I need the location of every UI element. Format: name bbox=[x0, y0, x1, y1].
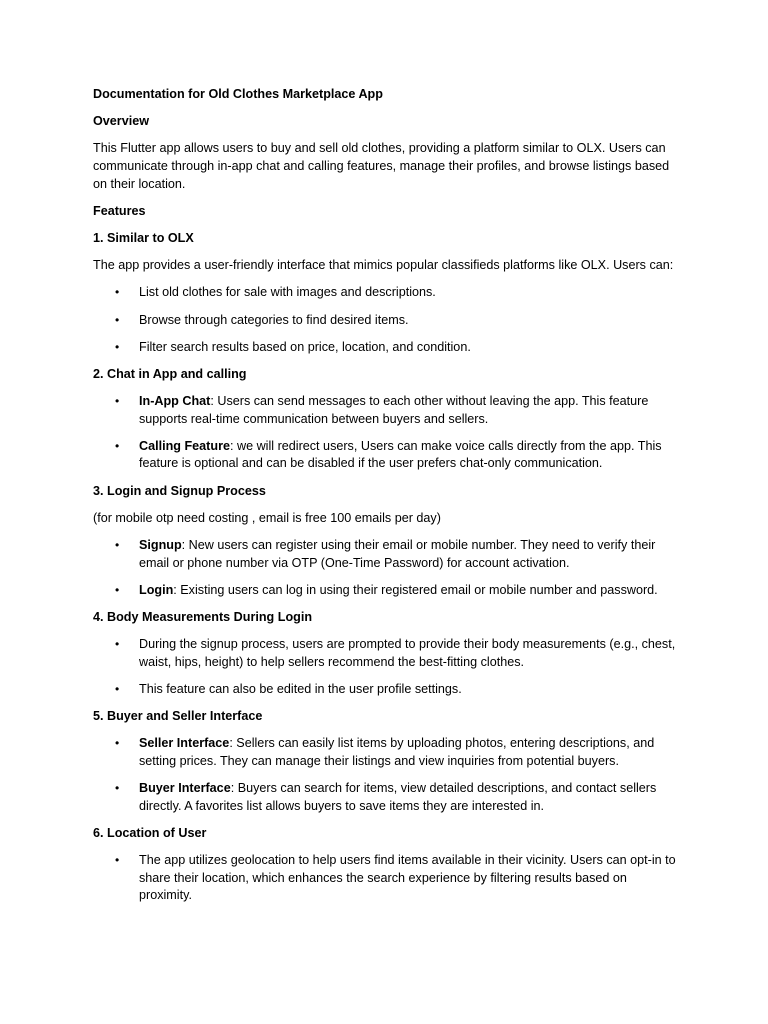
bullet-icon: • bbox=[115, 637, 120, 652]
list-item bbox=[93, 537, 683, 572]
bullet-icon: • bbox=[115, 339, 120, 354]
list-item bbox=[93, 393, 683, 428]
bullet-icon: • bbox=[115, 394, 120, 409]
bullet-icon: • bbox=[115, 736, 120, 751]
bullet-icon: • bbox=[115, 853, 120, 868]
section-1-intro: The app provides a user-friendly interface that mimics popular classifieds platforms like OLX. Users can: bbox=[93, 258, 674, 273]
section-3-heading: 3. Login and Signup Process bbox=[93, 483, 266, 498]
list-item-text: : Existing users can log in using their registered email or mobile number and password. bbox=[173, 582, 658, 597]
list-item-text: List old clothes for sale with images and descriptions. bbox=[139, 285, 436, 300]
list-item bbox=[93, 582, 683, 600]
section-2-list bbox=[93, 393, 683, 473]
bullet-icon: • bbox=[115, 538, 120, 552]
list-item bbox=[93, 681, 683, 699]
section-6-list bbox=[93, 852, 683, 905]
bullet-icon: • bbox=[115, 285, 120, 300]
bullet-icon: • bbox=[115, 681, 120, 696]
document-title: Documentation for Old Clothes Marketplace App bbox=[93, 87, 383, 101]
list-item-label: Signup bbox=[139, 538, 182, 552]
document-page bbox=[93, 86, 683, 914]
list-item-text: This feature can also be edited in the user profile settings. bbox=[139, 681, 462, 696]
list-item bbox=[93, 735, 683, 770]
section-4-list bbox=[93, 636, 683, 698]
list-item bbox=[93, 284, 683, 302]
bullet-icon: • bbox=[115, 438, 120, 453]
list-item-text: : we will redirect users, Users can make voice calls directly from the app. This feature is optional and can be disabled if the user prefers chat-only communication. bbox=[139, 438, 662, 471]
section-1-list bbox=[93, 284, 683, 356]
list-item-text: : New users can register using their email or mobile number. They need to verify their email or phone number via OTP (One-Time Password) for account activation. bbox=[139, 538, 656, 570]
section-2-heading: 2. Chat in App and calling bbox=[93, 366, 247, 381]
list-item-label: Login bbox=[139, 582, 174, 597]
list-item-text: : Users can send messages to each other without leaving the app. This feature supports real-time communication between buyers and sellers. bbox=[139, 394, 649, 426]
list-item bbox=[93, 780, 683, 815]
list-item-label: Buyer Interface bbox=[139, 781, 231, 796]
list-item bbox=[93, 339, 683, 357]
list-item bbox=[93, 636, 683, 671]
list-item-label: Seller Interface bbox=[139, 736, 230, 751]
section-6-heading: 6. Location of User bbox=[93, 825, 207, 840]
section-5-list bbox=[93, 735, 683, 815]
list-item-text: During the signup process, users are prompted to provide their body measurements (e.g., chest, waist, hips, height) to help sellers recommend the best-fitting clothes. bbox=[139, 637, 676, 669]
section-1-heading: 1. Similar to OLX bbox=[93, 230, 194, 245]
overview-paragraph: This Flutter app allows users to buy and sell old clothes, providing a platform similar to OLX. Users can communicate through in-app chat and calling features, manage their profiles, and browse listings based on their location. bbox=[93, 141, 670, 191]
section-4-heading: 4. Body Measurements During Login bbox=[93, 609, 313, 624]
list-item-text: : Buyers can search for items, view detailed descriptions, and contact sellers directly. A favorites list allows buyers to save items they are interested in. bbox=[139, 781, 657, 813]
features-heading: Features bbox=[93, 203, 146, 218]
bullet-icon: • bbox=[115, 781, 120, 796]
list-item-label: Calling Feature bbox=[139, 438, 230, 453]
list-item-text: The app utilizes geolocation to help users find items available in their vicinity. Users can opt-in to share their location, which enhances the search experience by filtering results based on proximity. bbox=[139, 853, 676, 903]
bullet-icon: • bbox=[115, 312, 120, 327]
overview-heading: Overview bbox=[93, 114, 150, 129]
list-item-text: Browse through categories to find desired items. bbox=[139, 312, 409, 327]
list-item-text: : Sellers can easily list items by uploading photos, entering descriptions, and setting prices. They can manage their listings and view inquiries from potential buyers. bbox=[139, 736, 655, 768]
section-5-heading: 5. Buyer and Seller Interface bbox=[93, 709, 263, 724]
list-item bbox=[93, 852, 683, 905]
section-3-note: (for mobile otp need costing , email is free 100 emails per day) bbox=[93, 510, 441, 525]
bullet-icon: • bbox=[115, 582, 120, 597]
list-item bbox=[93, 312, 683, 330]
list-item-label: In-App Chat bbox=[139, 394, 211, 409]
list-item bbox=[93, 438, 683, 473]
list-item-text: Filter search results based on price, location, and condition. bbox=[139, 339, 471, 354]
section-3-list bbox=[93, 537, 683, 599]
